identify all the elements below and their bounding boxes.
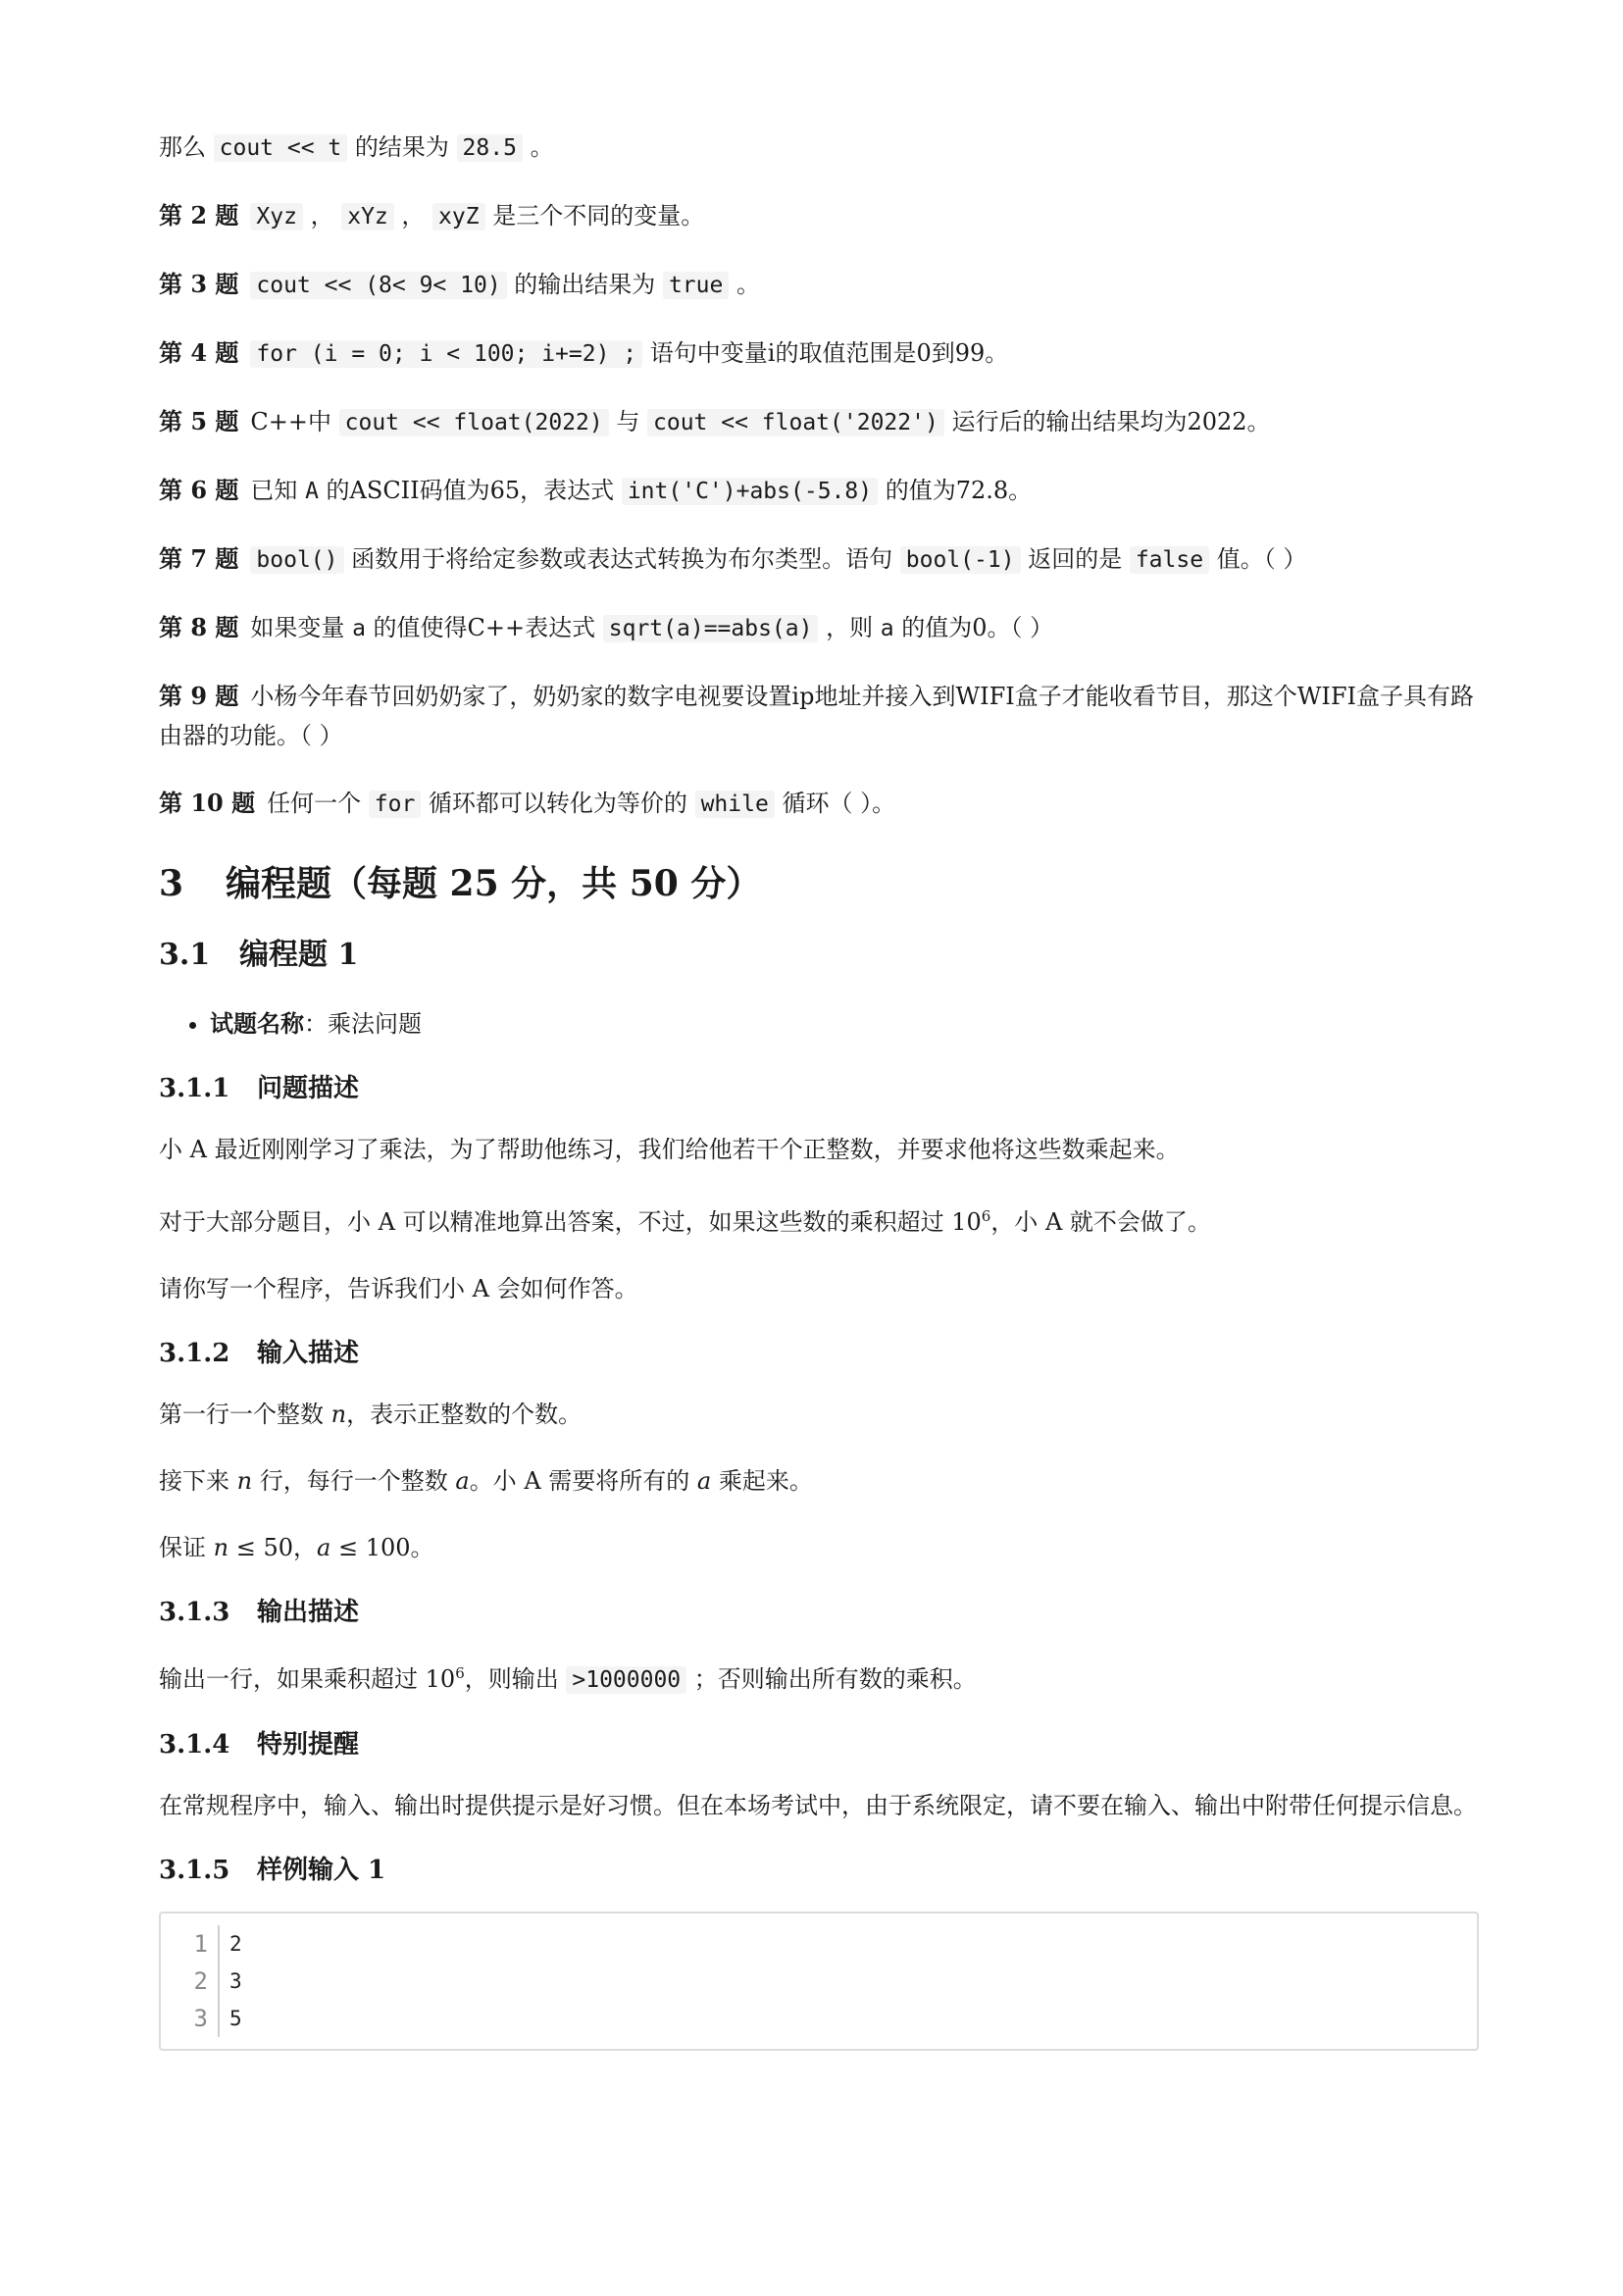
question-text: 任何一个: [267, 790, 369, 817]
inline-code: sqrt(a)==abs(a): [603, 615, 819, 642]
question-item: [159, 196, 1483, 236]
question-text: ，则: [818, 614, 881, 641]
inline-code: >1000000: [566, 1666, 686, 1694]
input-constraint: 保证 n ≤ 50，a ≤ 100。: [159, 1534, 434, 1561]
question-text: 已知: [250, 477, 306, 504]
code-value: 2: [229, 1932, 242, 1956]
question-number: 第 5 题: [159, 407, 239, 435]
question-text: 的ASCII码值为65，表达式: [318, 477, 622, 504]
input-line: 接下来 n 行，每行一个整数 a。小 A 需要将所有的 a 乘起来。: [159, 1467, 813, 1495]
intro-line: 那么 cout << t 的结果为 28.5 。: [159, 133, 554, 161]
code-value: 3: [229, 1969, 242, 1993]
inline-code: xYz: [341, 203, 394, 230]
question-text: 如果变量: [250, 614, 353, 641]
code-line: [161, 1963, 1477, 2000]
inline-code: cout << t: [214, 134, 348, 162]
question-number: 第 8 题: [159, 613, 239, 641]
inline-code: cout << float(2022): [339, 409, 609, 436]
question-number: 第 10 题: [159, 789, 256, 817]
problem-name-item: • 试题名称：乘法问题: [210, 1004, 1483, 1044]
inline-code: cout << float('2022'): [647, 409, 944, 436]
description-paragraph: 小 A 最近刚刚学习了乘法，为了帮助他练习，我们给他若干个正整数，并要求他将这些数乘起来。: [159, 1136, 1180, 1163]
question-text: 的输出结果为: [506, 271, 663, 298]
question-number: 第 4 题: [159, 338, 239, 367]
question-item: [159, 471, 1483, 511]
document-page: [159, 128, 1483, 2051]
inline-identifier: a: [880, 616, 894, 641]
code-line: [161, 2000, 1477, 2037]
question-item: [159, 402, 1483, 442]
question-number: 第 6 题: [159, 476, 239, 504]
question-text: 与: [608, 408, 648, 435]
question-item: [159, 265, 1483, 305]
question-text: 。: [729, 271, 760, 298]
question-list: [159, 196, 1483, 824]
question-item: [159, 539, 1483, 580]
question-text: 值。（ ）: [1209, 545, 1307, 573]
inline-code: true: [663, 272, 729, 299]
output-description-heading: 3.1.3 输出描述: [159, 1598, 360, 1627]
line-number: 3: [161, 2000, 220, 2037]
inline-code: 28.5: [457, 134, 523, 162]
inline-code: xyZ: [432, 203, 485, 230]
inline-identifier: A: [305, 479, 319, 504]
inline-code: for: [369, 791, 422, 818]
question-text: 循环都可以转化为等价的: [421, 790, 695, 817]
question-text: 是三个不同的变量。: [484, 202, 705, 230]
question-number: 第 7 题: [159, 544, 239, 573]
question-text: 语句中变量i的取值范围是0到99。: [642, 339, 1009, 367]
problem-description-heading: 3.1.1 问题描述: [159, 1074, 360, 1103]
question-text: 函数用于将给定参数或表达式转换为布尔类型。语句: [343, 545, 900, 573]
question-text: 小杨今年春节回奶奶家了，奶奶家的数字电视要设置ip地址并接入到WIFI盒子才能收看节目，那这个WIFI盒子具有路由器的功能。（ ）: [159, 683, 1475, 749]
question-number: 第 9 题: [159, 682, 239, 710]
question-item: [159, 608, 1483, 648]
inline-code: false: [1130, 546, 1209, 574]
question-item: [159, 333, 1483, 374]
output-line: 输出一行，如果乘积超过 $10^6$，则输出 >1000000 ；否则输出所有数的乘积。: [159, 1664, 977, 1693]
inline-code: while: [695, 791, 775, 818]
inline-code: cout << (8< 9< 10): [250, 272, 506, 299]
section-heading: 3 编程题（每题 25 分，共 50 分）: [159, 863, 762, 904]
description-paragraph: 请你写一个程序，告诉我们小 A 会如何作答。: [159, 1275, 638, 1302]
question-item: [159, 677, 1483, 755]
inline-code: bool(-1): [900, 546, 1021, 574]
special-note-heading: 3.1.4 特别提醒: [159, 1730, 360, 1760]
question-text: 的值为72.8。: [878, 477, 1033, 504]
question-text: 返回的是: [1020, 545, 1130, 573]
question-number: 第 3 题: [159, 270, 239, 298]
line-number: 1: [161, 1925, 220, 1963]
input-line: 第一行一个整数 n，表示正整数的个数。: [159, 1401, 583, 1428]
inline-code: int('C')+abs(-5.8): [622, 478, 878, 505]
line-number: 2: [161, 1963, 220, 2000]
subsection-heading: 3.1 编程题 1: [159, 938, 359, 972]
code-line: [161, 1925, 1477, 1963]
question-text: 运行后的输出结果均为2022。: [943, 408, 1271, 435]
inline-code: bool(): [250, 546, 343, 574]
question-text: 的值使得C++表达式: [365, 614, 603, 641]
question-text: 循环（ ）。: [774, 790, 896, 817]
special-note: 在常规程序中，输入、输出时提供提示是好习惯。但在本场考试中，由于系统限定，请不要在输入、输出中附带任何提示信息。: [159, 1792, 1477, 1819]
question-item: [159, 784, 1483, 824]
question-number: 第 2 题: [159, 201, 239, 230]
sample-input-code-block[interactable]: [159, 1912, 1479, 2051]
input-description-heading: 3.1.2 输入描述: [159, 1339, 360, 1368]
code-value: 5: [229, 2007, 242, 2030]
question-text: 的值为0。（ ）: [893, 614, 1054, 641]
question-text: ，: [393, 202, 433, 230]
description-paragraph: 对于大部分题目，小 A 可以精准地算出答案，不过，如果这些数的乘积超过 $10^6$，小 A 就不会做了。: [159, 1207, 1211, 1236]
inline-code: for (i = 0; i < 100; i+=2) ;: [250, 340, 642, 368]
problem-info-list: [159, 1004, 1483, 1044]
sample-input-heading: 3.1.5 样例输入 1: [159, 1856, 386, 1885]
inline-code: Xyz: [250, 203, 303, 230]
question-text: C++中: [250, 408, 339, 435]
inline-identifier: a: [352, 616, 366, 641]
question-text: ，: [302, 202, 342, 230]
